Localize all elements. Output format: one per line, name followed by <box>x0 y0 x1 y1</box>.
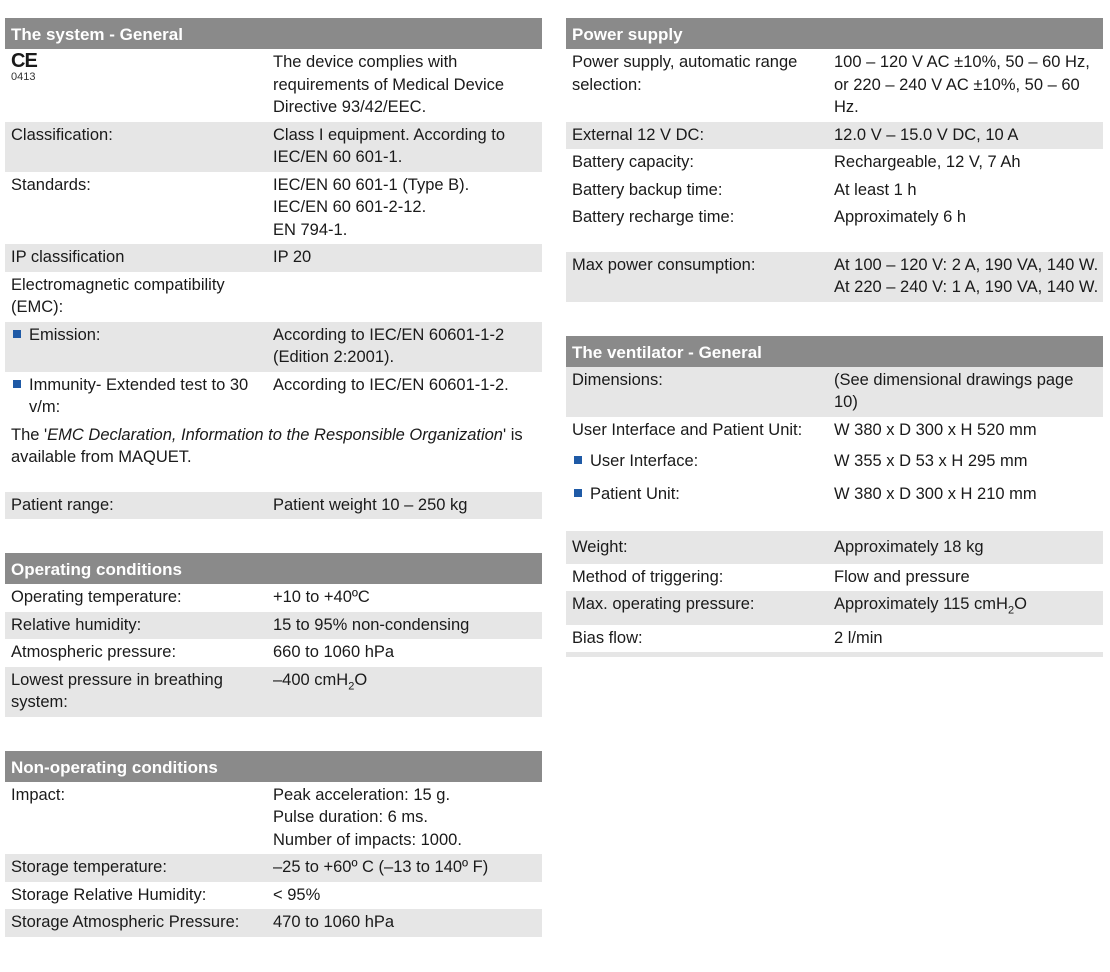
value-line: Peak acceleration: 15 g. <box>273 785 451 804</box>
row-value: Flow and pressure <box>834 567 970 586</box>
row-value: 15 to 95% non-condensing <box>273 615 470 634</box>
external-dc-row <box>566 122 1103 150</box>
operating-conditions-section <box>5 553 542 717</box>
left-column <box>5 18 542 971</box>
max-pressure-row <box>566 591 1103 625</box>
row-value: At least 1 h <box>834 180 917 199</box>
value-line: At 100 – 120 V: 2 A, 190 VA, 140 W. <box>834 255 1099 274</box>
bullet-icon <box>13 330 21 338</box>
ui-pu-row <box>566 417 1103 445</box>
section-header: The ventilator - General <box>566 336 1103 367</box>
row-value: –25 to +60º C (–13 to 140º F) <box>273 858 489 876</box>
row-value <box>273 174 542 242</box>
dimensions-row <box>566 367 1103 417</box>
row-label: Battery backup time: <box>572 180 723 199</box>
battery-capacity-row <box>566 149 1103 177</box>
emc-note: The 'EMC Declaration, Information to the Responsible Organization' is available from MAQUET. <box>11 425 523 466</box>
row-label: Patient Unit: <box>566 483 834 506</box>
row-value: W 380 x D 300 x H 210 mm <box>834 484 1037 503</box>
row-label: Immunity- Extended test to 30 v/m: <box>5 374 273 419</box>
row-value: < 95% <box>273 885 321 904</box>
ce-number: 0413 <box>11 71 36 83</box>
row-value: Patient weight 10 – 250 kg <box>273 495 468 514</box>
row-label: User Interface: <box>566 450 834 473</box>
humidity-row <box>5 612 542 640</box>
patient-unit-row <box>566 479 1103 512</box>
operating-temp-row <box>5 584 542 612</box>
power-supply-row <box>566 49 1103 122</box>
emc-row <box>5 272 542 322</box>
right-column <box>566 18 1103 691</box>
row-label: Battery recharge time: <box>572 208 735 226</box>
max-power-row <box>566 252 1103 302</box>
row-label: Impact: <box>11 785 66 804</box>
row-value <box>834 254 1103 299</box>
battery-backup-row <box>566 177 1103 205</box>
row-label: Operating temperature: <box>11 588 182 606</box>
classification-row <box>5 122 542 172</box>
patient-range-row <box>5 492 542 520</box>
row-value: Approximately 115 cmH$_2$O <box>834 595 1027 617</box>
ip-row <box>5 244 542 272</box>
row-label: Max. operating pressure: <box>572 595 755 613</box>
bullet-icon <box>13 380 21 388</box>
row-label: Storage temperature: <box>11 858 167 876</box>
value-line: EN 794-1. <box>273 220 348 239</box>
row-label: Weight: <box>572 538 628 556</box>
row-value: 12.0 V – 15.0 V DC, 10 A <box>834 125 1019 144</box>
row-value: IP 20 <box>273 248 312 266</box>
row-label: Relative humidity: <box>11 615 142 634</box>
storage-humidity-row <box>5 882 542 910</box>
row-value: –400 cmH$_2$O <box>273 670 368 692</box>
row-label: Power supply, automatic range selection: <box>572 53 798 94</box>
storage-temp-row <box>5 854 542 882</box>
ventilator-general-section <box>566 336 1103 658</box>
row-label: Bias flow: <box>572 628 643 647</box>
emission-row <box>5 322 542 372</box>
section-header: Operating conditions <box>5 553 542 584</box>
row-label: IP classification <box>11 248 125 266</box>
row-label: Storage Relative Humidity: <box>11 885 207 904</box>
bullet-icon <box>574 456 582 464</box>
immunity-row <box>5 372 542 422</box>
bias-flow-row <box>566 625 1103 653</box>
value-line: Number of impacts: 1000. <box>273 830 462 849</box>
section-header: Non-operating conditions <box>5 751 542 782</box>
row-value: Approximately 18 kg <box>834 538 984 556</box>
row-value: According to IEC/EN 60601-1-2. <box>273 375 509 394</box>
row-label: Battery capacity: <box>572 153 694 171</box>
ce-logo <box>5 51 273 119</box>
ce-text: The device complies with requirements of Medical Device Directive 93/42/EEC. <box>273 53 505 116</box>
row-label: Standards: <box>11 175 91 194</box>
ce-mark-icon: CE <box>11 50 37 72</box>
row-value: W 380 x D 300 x H 520 mm <box>834 420 1037 439</box>
row-label: Storage Atmospheric Pressure: <box>11 913 240 931</box>
lowest-pressure-row <box>5 667 542 717</box>
row-label: External 12 V DC: <box>572 125 705 144</box>
bullet-icon <box>574 489 582 497</box>
row-label: Max power consumption: <box>572 255 756 274</box>
atm-pressure-row <box>5 639 542 667</box>
non-operating-conditions-section <box>5 751 542 937</box>
user-interface-row <box>566 444 1103 479</box>
row-value: W 355 x D 53 x H 295 mm <box>834 452 1028 470</box>
value-line: At 220 – 240 V: 1 A, 190 VA, 140 W. <box>834 278 1099 296</box>
row-value <box>273 784 542 852</box>
triggering-row <box>566 564 1103 592</box>
row-value: Rechargeable, 12 V, 7 Ah <box>834 153 1021 171</box>
row-label: Atmospheric pressure: <box>11 643 177 661</box>
row-value: 100 – 120 V AC ±10%, 50 – 60 Hz, or 220 – 240 V AC ±10%, 50 – 60 Hz. <box>834 53 1090 116</box>
row-value: Class I equipment. According to IEC/EN 60 601-1. <box>273 125 506 166</box>
row-label: Method of triggering: <box>572 567 724 586</box>
section-header: The system - General <box>5 18 542 49</box>
system-general-section <box>5 18 542 519</box>
value-line: Pulse duration: 6 ms. <box>273 808 428 826</box>
storage-atm-row <box>5 909 542 937</box>
weight-row <box>566 531 1103 564</box>
power-supply-section <box>566 18 1103 302</box>
row-label: Lowest pressure in breathing system: <box>11 670 223 711</box>
section-end-bar <box>566 652 1103 657</box>
ce-row <box>5 49 542 122</box>
emc-note-row <box>5 422 542 472</box>
row-value: According to IEC/EN 60601-1-2 (Edition 2:2001). <box>273 325 505 366</box>
row-label: Classification: <box>11 125 113 144</box>
row-label: Patient range: <box>11 495 114 514</box>
row-value: 470 to 1060 hPa <box>273 913 395 931</box>
battery-recharge-row <box>566 204 1103 232</box>
section-header: Power supply <box>566 18 1103 49</box>
row-value: +10 to +40ºC <box>273 588 370 606</box>
row-label: Emission: <box>5 324 273 369</box>
row-label: Electromagnetic compatibility (EMC): <box>11 275 225 316</box>
impact-row <box>5 782 542 855</box>
row-value: (See dimensional drawings page 10) <box>834 370 1074 411</box>
row-label: Dimensions: <box>572 370 663 389</box>
row-value: 2 l/min <box>834 628 883 647</box>
value-line: IEC/EN 60 601-1 (Type B). <box>273 175 470 194</box>
row-value: Approximately 6 h <box>834 208 967 226</box>
row-label: User Interface and Patient Unit: <box>572 420 803 439</box>
row-value: 660 to 1060 hPa <box>273 643 395 661</box>
standards-row <box>5 172 542 245</box>
value-line: IEC/EN 60 601-2-12. <box>273 198 427 216</box>
